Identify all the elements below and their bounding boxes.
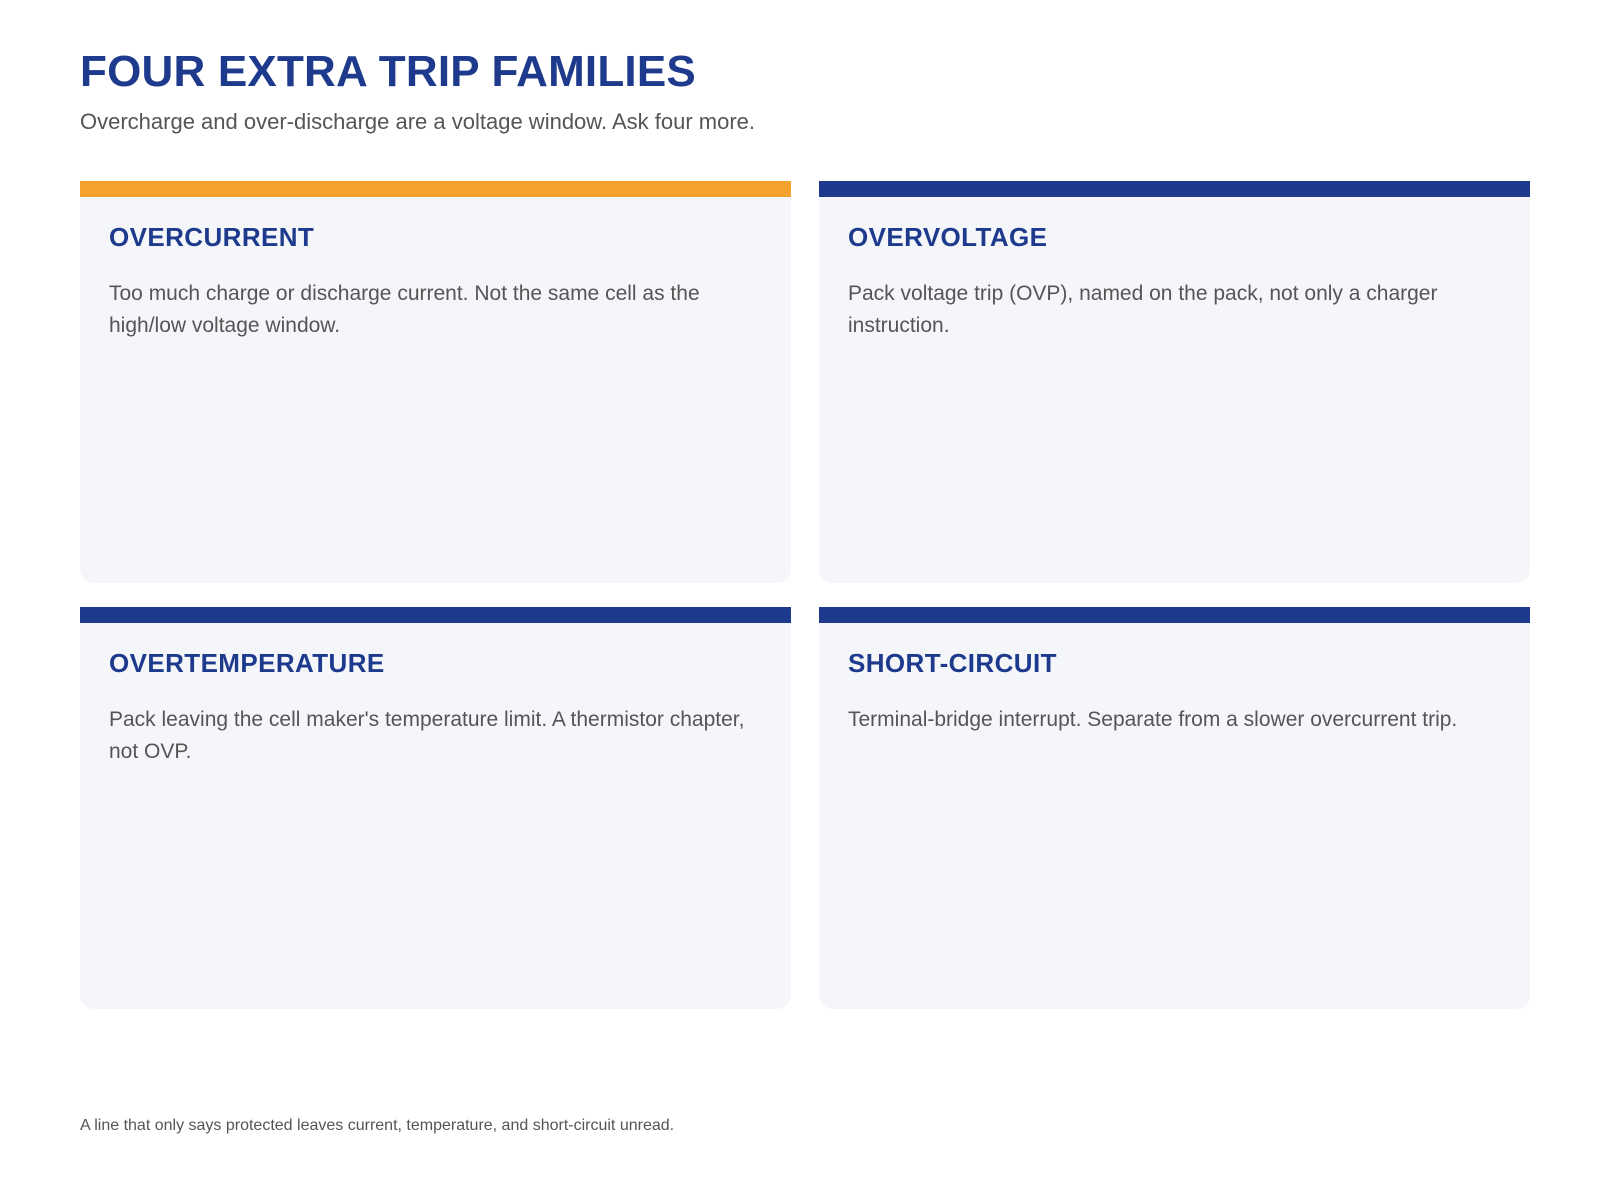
card-accent-bar: [819, 181, 1530, 197]
card-body: Terminal-bridge interrupt. Separate from a slower overcurrent trip.: [848, 708, 1458, 731]
card-accent-bar: [819, 607, 1530, 623]
card-body: Pack voltage trip (OVP), named on the pack, not only a charger instruction.: [848, 282, 1438, 337]
card-title: OVERVOLTAGE: [848, 222, 1048, 252]
card-body: Too much charge or discharge current. Not the same cell as the high/low voltage window.: [109, 282, 700, 337]
card-body: Pack leaving the cell maker's temperature limit. A thermistor chapter, not OVP.: [109, 708, 745, 763]
card-title: SHORT-CIRCUIT: [848, 648, 1057, 678]
card-accent-bar: [80, 607, 791, 623]
card-overcurrent: [80, 181, 791, 583]
card-short-circuit: [819, 607, 1530, 1009]
card-overvoltage: [819, 181, 1530, 583]
card-title: OVERTEMPERATURE: [109, 648, 385, 678]
card-title: OVERCURRENT: [109, 222, 315, 252]
page-subtitle: Overcharge and over-discharge are a voltage window. Ask four more.: [80, 109, 756, 134]
footnote: A line that only says protected leaves current, temperature, and short-circuit unread.: [80, 1117, 675, 1134]
page-title: FOUR EXTRA TRIP FAMILIES: [80, 47, 696, 96]
card-accent-bar: [80, 181, 791, 197]
card-overtemperature: [80, 607, 791, 1009]
